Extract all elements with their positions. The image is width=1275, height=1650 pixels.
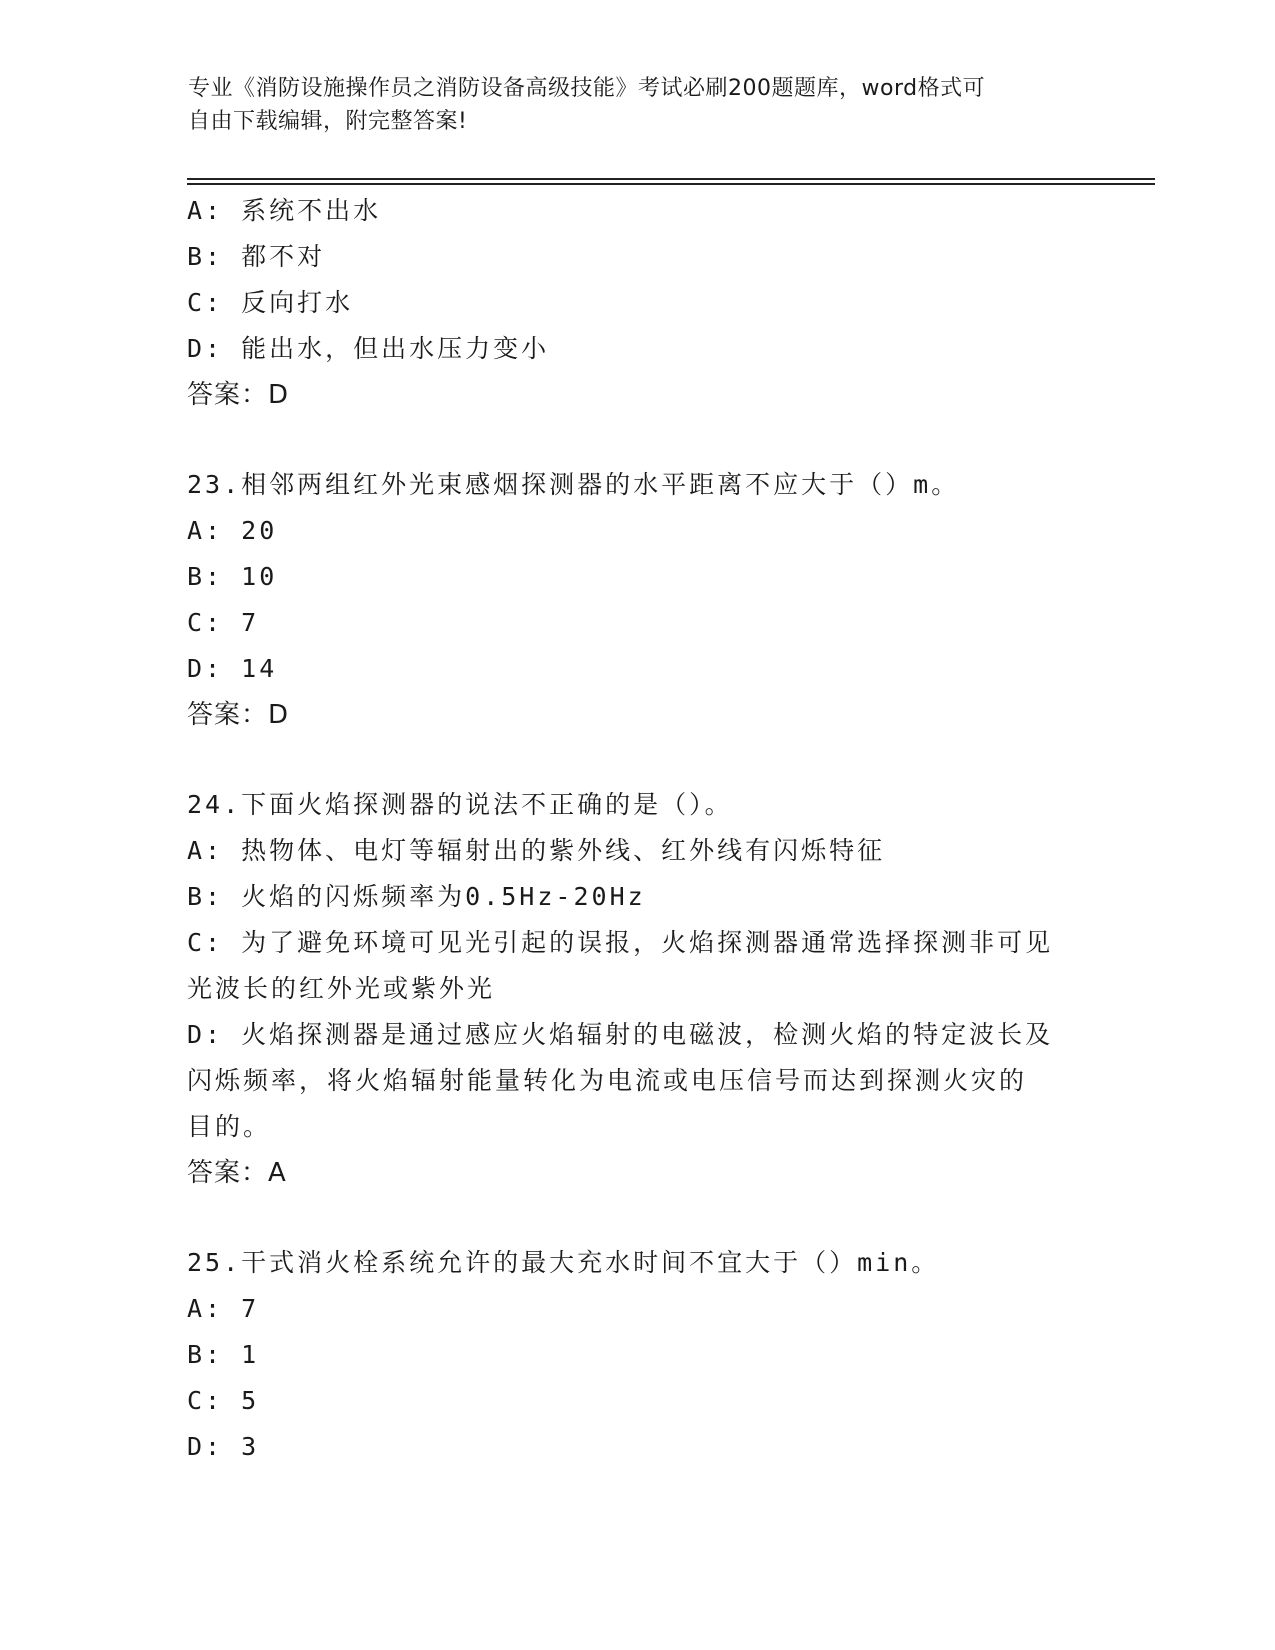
- option-d-continuation: 目的。: [187, 1112, 272, 1141]
- header-divider-top: [187, 178, 1155, 180]
- option-c: C: 反向打水: [187, 288, 354, 317]
- answer-line: 答案：A: [187, 1158, 287, 1188]
- option-d: D: 火焰探测器是通过感应火焰辐射的电磁波，检测火焰的特定波长及: [187, 1020, 1054, 1049]
- document-header: [188, 72, 1088, 138]
- header-line-2: 自由下载编辑，附完整答案!: [188, 109, 468, 134]
- question-spacer: [187, 738, 1087, 782]
- option-d: D: 3: [187, 1432, 260, 1461]
- option-c: C: 5: [187, 1386, 260, 1415]
- option-c: C: 7: [187, 608, 260, 637]
- question-25: [187, 1240, 1087, 1470]
- option-a: A: 7: [187, 1294, 260, 1323]
- question-24: [187, 782, 1087, 1196]
- option-a: A: 热物体、电灯等辐射出的紫外线、红外线有闪烁特征: [187, 836, 886, 865]
- question-stem: 23.相邻两组红外光束感烟探测器的水平距离不应大于（）m。: [187, 470, 960, 499]
- option-d: D: 14: [187, 654, 278, 683]
- option-c-continuation: 光波长的红外光或紫外光: [187, 974, 496, 1003]
- option-b: B: 火焰的闪烁频率为0.5Hz-20Hz: [187, 882, 646, 911]
- option-a: A: 系统不出水: [187, 196, 382, 225]
- option-b: B: 都不对: [187, 242, 326, 271]
- option-d-continuation: 闪烁频率，将火焰辐射能量转化为电流或电压信号而达到探测火灾的: [187, 1066, 1028, 1095]
- question-stem: 25.干式消火栓系统允许的最大充水时间不宜大于（）min。: [187, 1248, 940, 1277]
- header-line-1: 专业《消防设施操作员之消防设备高级技能》考试必刷200题题库，word格式可: [188, 76, 986, 101]
- question-spacer: [187, 1196, 1087, 1240]
- question-spacer: [187, 418, 1087, 462]
- question-22: [187, 188, 1087, 418]
- question-list: [187, 188, 1087, 1470]
- question-stem: 24.下面火焰探测器的说法不正确的是（）。: [187, 790, 733, 819]
- option-a: A: 20: [187, 516, 278, 545]
- answer-line: 答案：D: [187, 700, 290, 730]
- option-b: B: 10: [187, 562, 278, 591]
- option-b: B: 1: [187, 1340, 260, 1369]
- header-divider-bottom: [187, 183, 1155, 185]
- answer-line: 答案：D: [187, 380, 290, 410]
- option-d: D: 能出水，但出水压力变小: [187, 334, 550, 363]
- option-c: C: 为了避免环境可见光引起的误报，火焰探测器通常选择探测非可见: [187, 928, 1054, 957]
- question-23: [187, 462, 1087, 738]
